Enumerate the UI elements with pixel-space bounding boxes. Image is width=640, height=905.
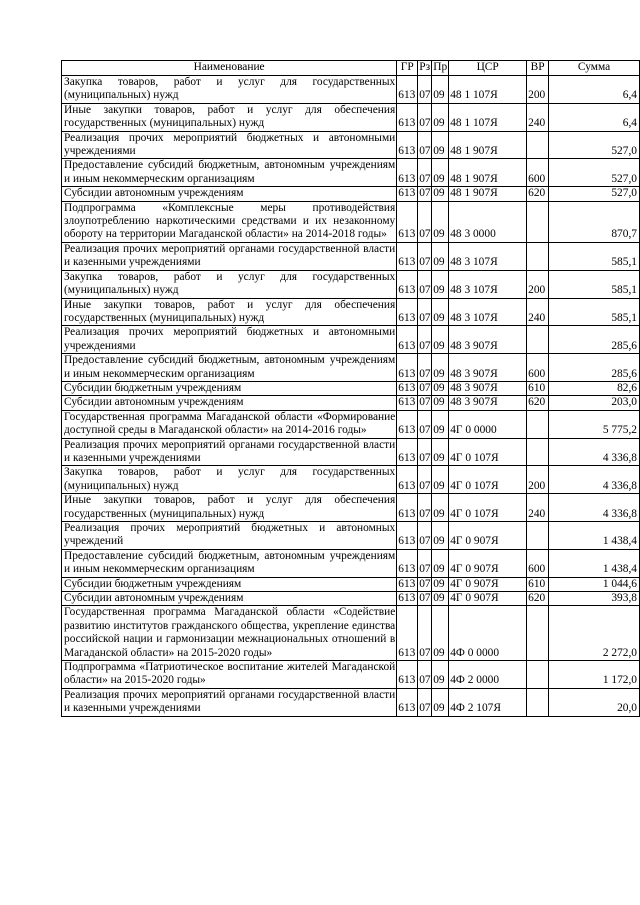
- cell-sum: 585,1: [549, 270, 640, 298]
- table-row: [62, 661, 640, 689]
- table-row: [62, 159, 640, 187]
- cell-vr: 600: [527, 549, 549, 577]
- cell-vr: 200: [527, 466, 549, 494]
- cell-csr: 48 3 907Я: [449, 354, 527, 382]
- cell-vr: 240: [527, 494, 549, 522]
- cell-pr: 09: [432, 298, 449, 326]
- cell-name: Предоставление субсидий бюджетным, автономным учреждениям и иным некоммерческим организациям: [62, 354, 397, 382]
- cell-csr: 48 3 0000: [449, 201, 527, 242]
- cell-rz: 07: [419, 187, 431, 200]
- cell-vr: 610: [527, 381, 549, 395]
- cell-csr: 48 3 907Я: [449, 396, 527, 410]
- cell-sum: 6,4: [549, 76, 640, 104]
- table-row: [62, 381, 640, 395]
- cell-sum: 20,0: [549, 688, 640, 716]
- cell-rz: 07: [418, 438, 432, 466]
- cell-rz: 07: [418, 159, 432, 187]
- cell-rz: 07: [418, 466, 432, 494]
- cell-csr: 4Г 0 907Я: [449, 577, 527, 591]
- table-row: [62, 549, 640, 577]
- cell-rz: 07: [418, 606, 432, 661]
- cell-name: Государственная программа Магаданской области «Содействие развитию институтов гражданского общества, укрепление единства российской нации и гармонизации межнациональных отношений в Магаданской области» на 2015-2020 годы»: [62, 606, 397, 661]
- cell-pr: 09: [432, 494, 449, 522]
- table-row: [62, 688, 640, 716]
- cell-vr: [527, 606, 549, 661]
- table-row: [62, 270, 640, 298]
- cell-name: Закупка товаров, работ и услуг для государственных (муниципальных) нужд: [62, 466, 397, 494]
- cell-name: Субсидии автономным учреждениям: [62, 592, 397, 606]
- cell-name: Реализация прочих мероприятий бюджетных и автономными учреждениями: [62, 131, 397, 159]
- cell-csr: 4Г 0 107Я: [449, 494, 527, 522]
- cell-pr: 09: [432, 354, 449, 382]
- cell-name: Закупка товаров, работ и услуг для государственных (муниципальных) нужд: [62, 270, 397, 298]
- cell-pr: 09: [432, 577, 449, 591]
- cell-gr: 613: [397, 549, 418, 577]
- cell-csr: 48 3 907Я: [449, 381, 527, 395]
- table-row: [62, 354, 640, 382]
- cell-rz: 07: [418, 103, 432, 131]
- cell-sum: 285,6: [549, 354, 640, 382]
- cell-gr: 613: [397, 298, 418, 326]
- budget-table: [61, 60, 640, 717]
- cell-pr: 09: [432, 159, 449, 187]
- cell-pr: 09: [432, 549, 449, 577]
- cell-rz: 07: [419, 381, 431, 394]
- cell-rz: 07: [418, 549, 432, 577]
- cell-name: Субсидии автономным учреждениям: [62, 187, 397, 201]
- table-row: [62, 592, 640, 606]
- cell-vr: 620: [527, 396, 549, 410]
- cell-name: Реализация прочих мероприятий органами государственной власти и казенными учреждениями: [62, 242, 397, 270]
- column-header-name: Наименование: [62, 61, 397, 76]
- cell-gr: 613: [397, 201, 418, 242]
- cell-rz: 07: [419, 592, 431, 605]
- cell-rz: 07: [418, 661, 432, 689]
- cell-gr: 613: [397, 270, 418, 298]
- cell-gr: 613: [397, 438, 418, 466]
- cell-gr: 613: [397, 592, 418, 606]
- cell-gr: 613: [397, 242, 418, 270]
- cell-pr: 09: [432, 103, 449, 131]
- cell-csr: 48 3 107Я: [449, 298, 527, 326]
- table-row: [62, 494, 640, 522]
- cell-rz: 07: [418, 326, 432, 354]
- cell-gr: 613: [397, 466, 418, 494]
- cell-csr: 4Ф 0 0000: [449, 606, 527, 661]
- cell-pr: 09: [432, 270, 449, 298]
- cell-vr: 200: [527, 76, 549, 104]
- cell-name: Государственная программа Магаданской области «Формирование доступной среды в Магаданской области» на 2014-2016 годы»: [62, 410, 397, 438]
- cell-pr: 09: [432, 606, 449, 661]
- cell-gr: 613: [397, 354, 418, 382]
- table-row: [62, 606, 640, 661]
- cell-rz: 07: [418, 410, 432, 438]
- cell-sum: 1 438,4: [549, 549, 640, 577]
- cell-vr: [527, 410, 549, 438]
- cell-vr: 620: [527, 187, 549, 201]
- cell-gr: 613: [397, 606, 418, 661]
- cell-name: Реализация прочих мероприятий бюджетных и автономных учреждений: [62, 522, 397, 550]
- cell-pr: 09: [432, 396, 449, 410]
- cell-pr: 09: [432, 466, 449, 494]
- cell-sum: 203,0: [549, 396, 640, 410]
- cell-gr: 613: [397, 410, 418, 438]
- column-header-rz: Рз: [418, 61, 432, 76]
- cell-sum: 585,1: [549, 242, 640, 270]
- cell-rz: 07: [418, 688, 432, 716]
- cell-vr: 600: [527, 354, 549, 382]
- cell-pr: 09: [432, 661, 449, 689]
- cell-gr: 613: [397, 326, 418, 354]
- column-header-pr: Пр: [432, 61, 449, 76]
- cell-sum: 4 336,8: [549, 438, 640, 466]
- cell-csr: 4Ф 2 107Я: [449, 688, 527, 716]
- table-row: [62, 187, 640, 201]
- cell-gr: 613: [397, 522, 418, 550]
- cell-name: Реализация прочих мероприятий органами государственной власти и казенными учреждениями: [62, 438, 397, 466]
- cell-csr: 4Г 0 107Я: [449, 466, 527, 494]
- cell-sum: 870,7: [549, 201, 640, 242]
- cell-rz: 07: [418, 522, 432, 550]
- cell-sum: 527,0: [549, 131, 640, 159]
- cell-sum: 1 172,0: [549, 661, 640, 689]
- cell-sum: 5 775,2: [549, 410, 640, 438]
- cell-vr: 610: [527, 577, 549, 591]
- cell-pr: 09: [432, 438, 449, 466]
- cell-sum: 585,1: [549, 298, 640, 326]
- cell-vr: [527, 131, 549, 159]
- cell-pr: 09: [432, 381, 449, 395]
- table-row: [62, 242, 640, 270]
- cell-name: Субсидии бюджетным учреждениям: [62, 577, 397, 591]
- cell-gr: 613: [397, 131, 418, 159]
- cell-csr: 48 3 107Я: [449, 242, 527, 270]
- cell-gr: 613: [397, 187, 418, 201]
- cell-vr: [527, 326, 549, 354]
- cell-sum: 1 044,6: [549, 577, 640, 591]
- cell-pr: 09: [432, 76, 449, 104]
- cell-vr: [527, 522, 549, 550]
- cell-rz: 07: [418, 354, 432, 382]
- column-header-vr: ВР: [527, 61, 549, 76]
- cell-name: Подпрограмма «Патриотическое воспитание жителей Магаданской области» на 2015-2020 годы»: [62, 661, 397, 689]
- table-body: [62, 76, 640, 717]
- table-row: [62, 103, 640, 131]
- cell-sum: 6,4: [549, 103, 640, 131]
- cell-gr: 613: [397, 661, 418, 689]
- table-row: [62, 396, 640, 410]
- cell-rz: 07: [418, 201, 432, 242]
- cell-rz: 07: [418, 131, 432, 159]
- cell-vr: 240: [527, 298, 549, 326]
- cell-rz: 07: [418, 298, 432, 326]
- cell-csr: 4Г 0 107Я: [449, 438, 527, 466]
- cell-csr: 48 1 107Я: [449, 103, 527, 131]
- cell-gr: 613: [397, 494, 418, 522]
- cell-rz: 07: [418, 242, 432, 270]
- cell-vr: [527, 688, 549, 716]
- cell-name: Реализация прочих мероприятий бюджетных и автономными учреждениями: [62, 326, 397, 354]
- cell-vr: 600: [527, 159, 549, 187]
- table-row: [62, 466, 640, 494]
- cell-vr: 240: [527, 103, 549, 131]
- table-row: [62, 438, 640, 466]
- cell-gr: 613: [397, 103, 418, 131]
- table-row: [62, 298, 640, 326]
- cell-name: Субсидии бюджетным учреждениям: [62, 381, 397, 395]
- cell-pr: 09: [432, 592, 449, 606]
- cell-rz: 07: [418, 76, 432, 104]
- column-header-gr: ГР: [397, 61, 418, 76]
- cell-rz: 07: [419, 396, 431, 409]
- cell-name: Закупка товаров, работ и услуг для государственных (муниципальных) нужд: [62, 76, 397, 104]
- cell-vr: [527, 242, 549, 270]
- cell-pr: 09: [432, 187, 449, 201]
- table-row: [62, 326, 640, 354]
- cell-csr: 48 1 107Я: [449, 76, 527, 104]
- cell-name: Подпрограмма «Комплексные меры противодействия злоупотреблению наркотическими средствами и их незаконному обороту на территории Магаданской области» на 2014-2018 годы»: [62, 201, 397, 242]
- cell-gr: 613: [397, 688, 418, 716]
- table-row: [62, 131, 640, 159]
- cell-gr: 613: [397, 159, 418, 187]
- table-row: [62, 201, 640, 242]
- cell-vr: [527, 438, 549, 466]
- cell-vr: [527, 661, 549, 689]
- cell-csr: 48 3 907Я: [449, 326, 527, 354]
- cell-sum: 4 336,8: [549, 466, 640, 494]
- cell-sum: 527,0: [549, 187, 640, 201]
- cell-csr: 4Г 0 907Я: [449, 522, 527, 550]
- cell-sum: 2 272,0: [549, 606, 640, 661]
- cell-name: Субсидии автономным учреждениям: [62, 396, 397, 410]
- cell-pr: 09: [432, 131, 449, 159]
- cell-rz: 07: [419, 577, 431, 590]
- cell-vr: [527, 201, 549, 242]
- cell-name: Иные закупки товаров, работ и услуг для обеспечения государственных (муниципальных) нужд: [62, 298, 397, 326]
- cell-gr: 613: [397, 396, 418, 410]
- cell-csr: 48 1 907Я: [449, 131, 527, 159]
- cell-name: Реализация прочих мероприятий органами государственной власти и казенными учреждениями: [62, 688, 397, 716]
- cell-csr: 48 1 907Я: [449, 187, 527, 201]
- cell-pr: 09: [432, 326, 449, 354]
- table-row: [62, 522, 640, 550]
- cell-sum: 1 438,4: [549, 522, 640, 550]
- cell-sum: 4 336,8: [549, 494, 640, 522]
- table-row: [62, 76, 640, 104]
- cell-pr: 09: [432, 201, 449, 242]
- cell-pr: 09: [432, 522, 449, 550]
- cell-rz: 07: [418, 494, 432, 522]
- cell-csr: 48 1 907Я: [449, 159, 527, 187]
- cell-sum: 527,0: [549, 159, 640, 187]
- column-header-csr: ЦСР: [449, 61, 527, 76]
- table-header-row: [62, 61, 640, 76]
- cell-sum: 285,6: [549, 326, 640, 354]
- cell-csr: 48 3 107Я: [449, 270, 527, 298]
- table-row: [62, 410, 640, 438]
- cell-sum: 82,6: [549, 381, 640, 395]
- cell-pr: 09: [432, 410, 449, 438]
- cell-name: Предоставление субсидий бюджетным, автономным учреждениям и иным некоммерческим организациям: [62, 159, 397, 187]
- cell-pr: 09: [432, 688, 449, 716]
- cell-csr: 4Г 0 0000: [449, 410, 527, 438]
- cell-vr: 200: [527, 270, 549, 298]
- cell-vr: 620: [527, 592, 549, 606]
- table-row: [62, 577, 640, 591]
- cell-sum: 393,8: [549, 592, 640, 606]
- cell-name: Предоставление субсидий бюджетным, автономным учреждениям и иным некоммерческим организациям: [62, 549, 397, 577]
- cell-csr: 4Ф 2 0000: [449, 661, 527, 689]
- cell-csr: 4Г 0 907Я: [449, 549, 527, 577]
- cell-gr: 613: [397, 577, 418, 591]
- cell-gr: 613: [397, 381, 418, 395]
- cell-csr: 4Г 0 907Я: [449, 592, 527, 606]
- cell-gr: 613: [397, 76, 418, 104]
- cell-rz: 07: [418, 270, 432, 298]
- cell-pr: 09: [432, 242, 449, 270]
- column-header-sum: Сумма: [549, 61, 640, 76]
- cell-name: Иные закупки товаров, работ и услуг для обеспечения государственных (муниципальных) нужд: [62, 494, 397, 522]
- cell-name: Иные закупки товаров, работ и услуг для обеспечения государственных (муниципальных) нужд: [62, 103, 397, 131]
